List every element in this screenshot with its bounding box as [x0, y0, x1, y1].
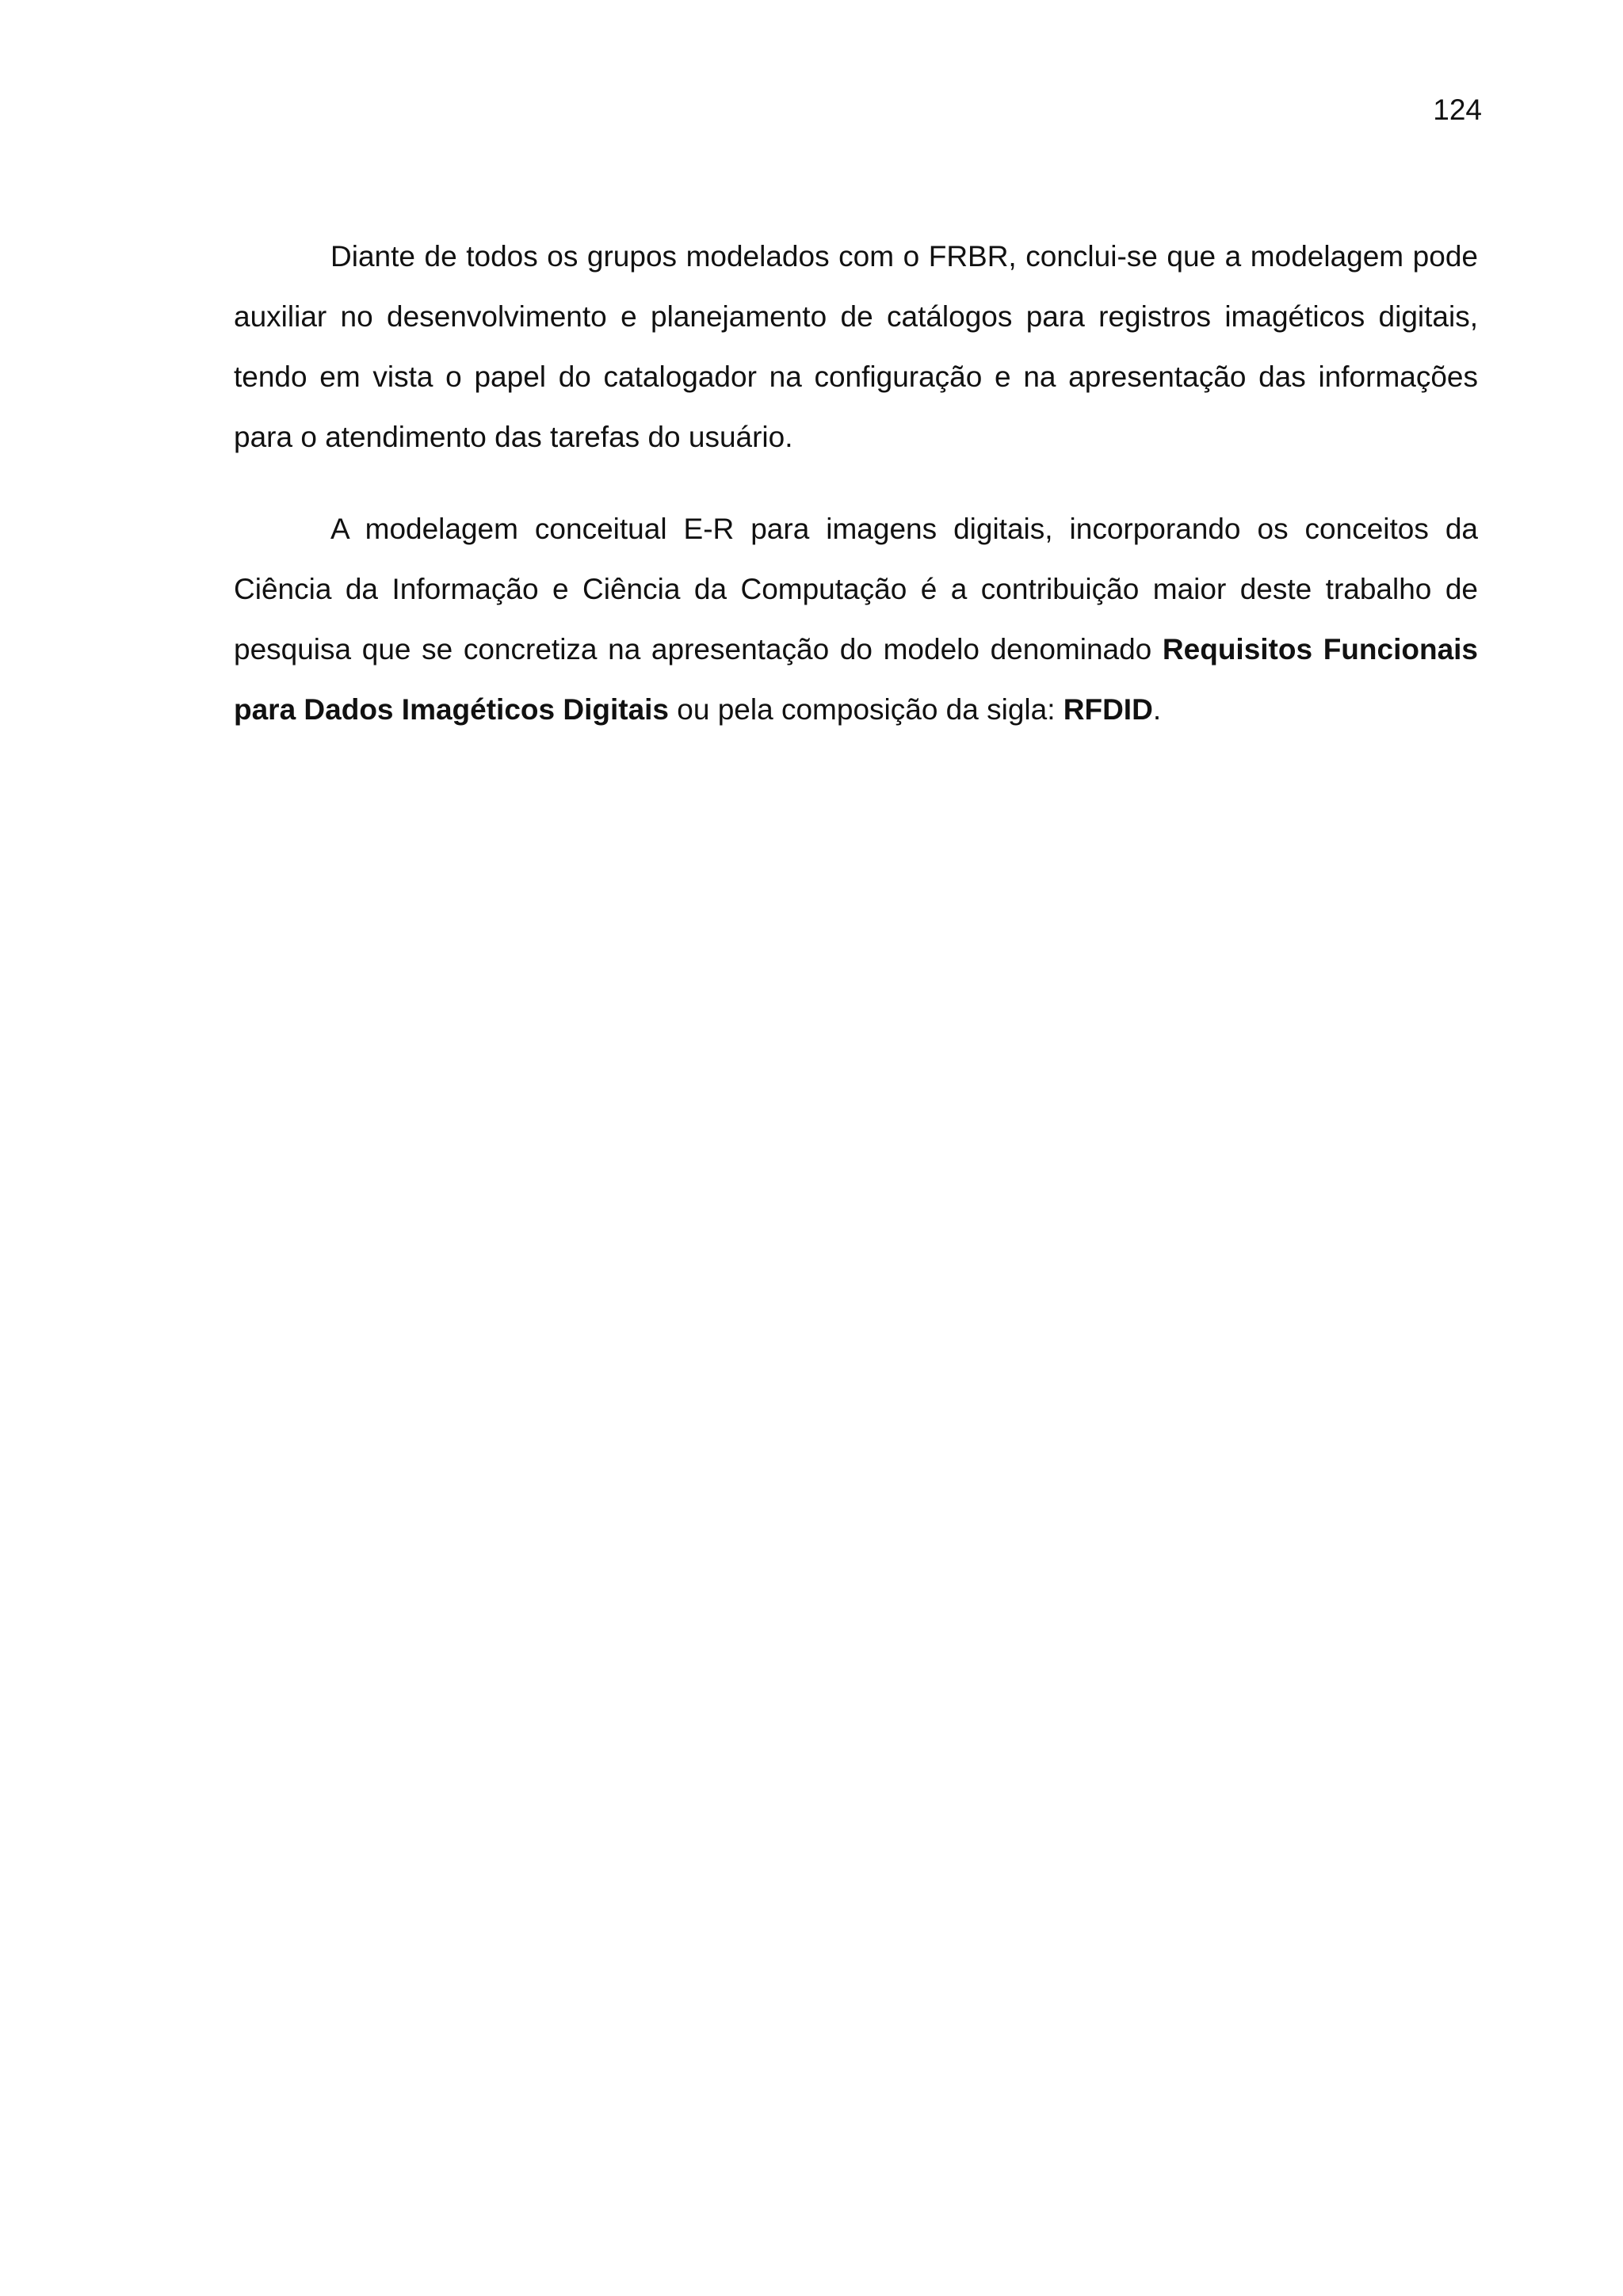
page-number: 124: [1433, 93, 1482, 126]
paragraph-2-text-3: .: [1152, 693, 1162, 726]
document-body: [234, 227, 1478, 740]
acronym-bold: RFDID: [1063, 693, 1153, 726]
paragraph-1: Diante de todos os grupos modelados com o FRBR, conclui-se que a modelagem pode auxiliar no desenvolvimento e planejamento de catálogos para registros imagéticos digitais, tendo em vista o papel do catalogador na configuração e na apresentação das informações para o atendimento das tarefas do usuário.: [234, 240, 1478, 453]
paragraph-2-text-1: A modelagem conceitual E-R para imagens digitais, incorporando os conceitos da Ciência da Informação e Ciência da Computação é a contribuição maior deste trabalho de pesquisa que se concretiza na apresentação do modelo denominado: [234, 513, 1478, 666]
paragraph-2: [234, 499, 1478, 740]
model-name-bold: Requisitos Funcionais para Dados Imagéticos Digitais: [234, 633, 1479, 726]
paragraph-2-text-2: ou pela composição da sigla:: [669, 693, 1064, 726]
